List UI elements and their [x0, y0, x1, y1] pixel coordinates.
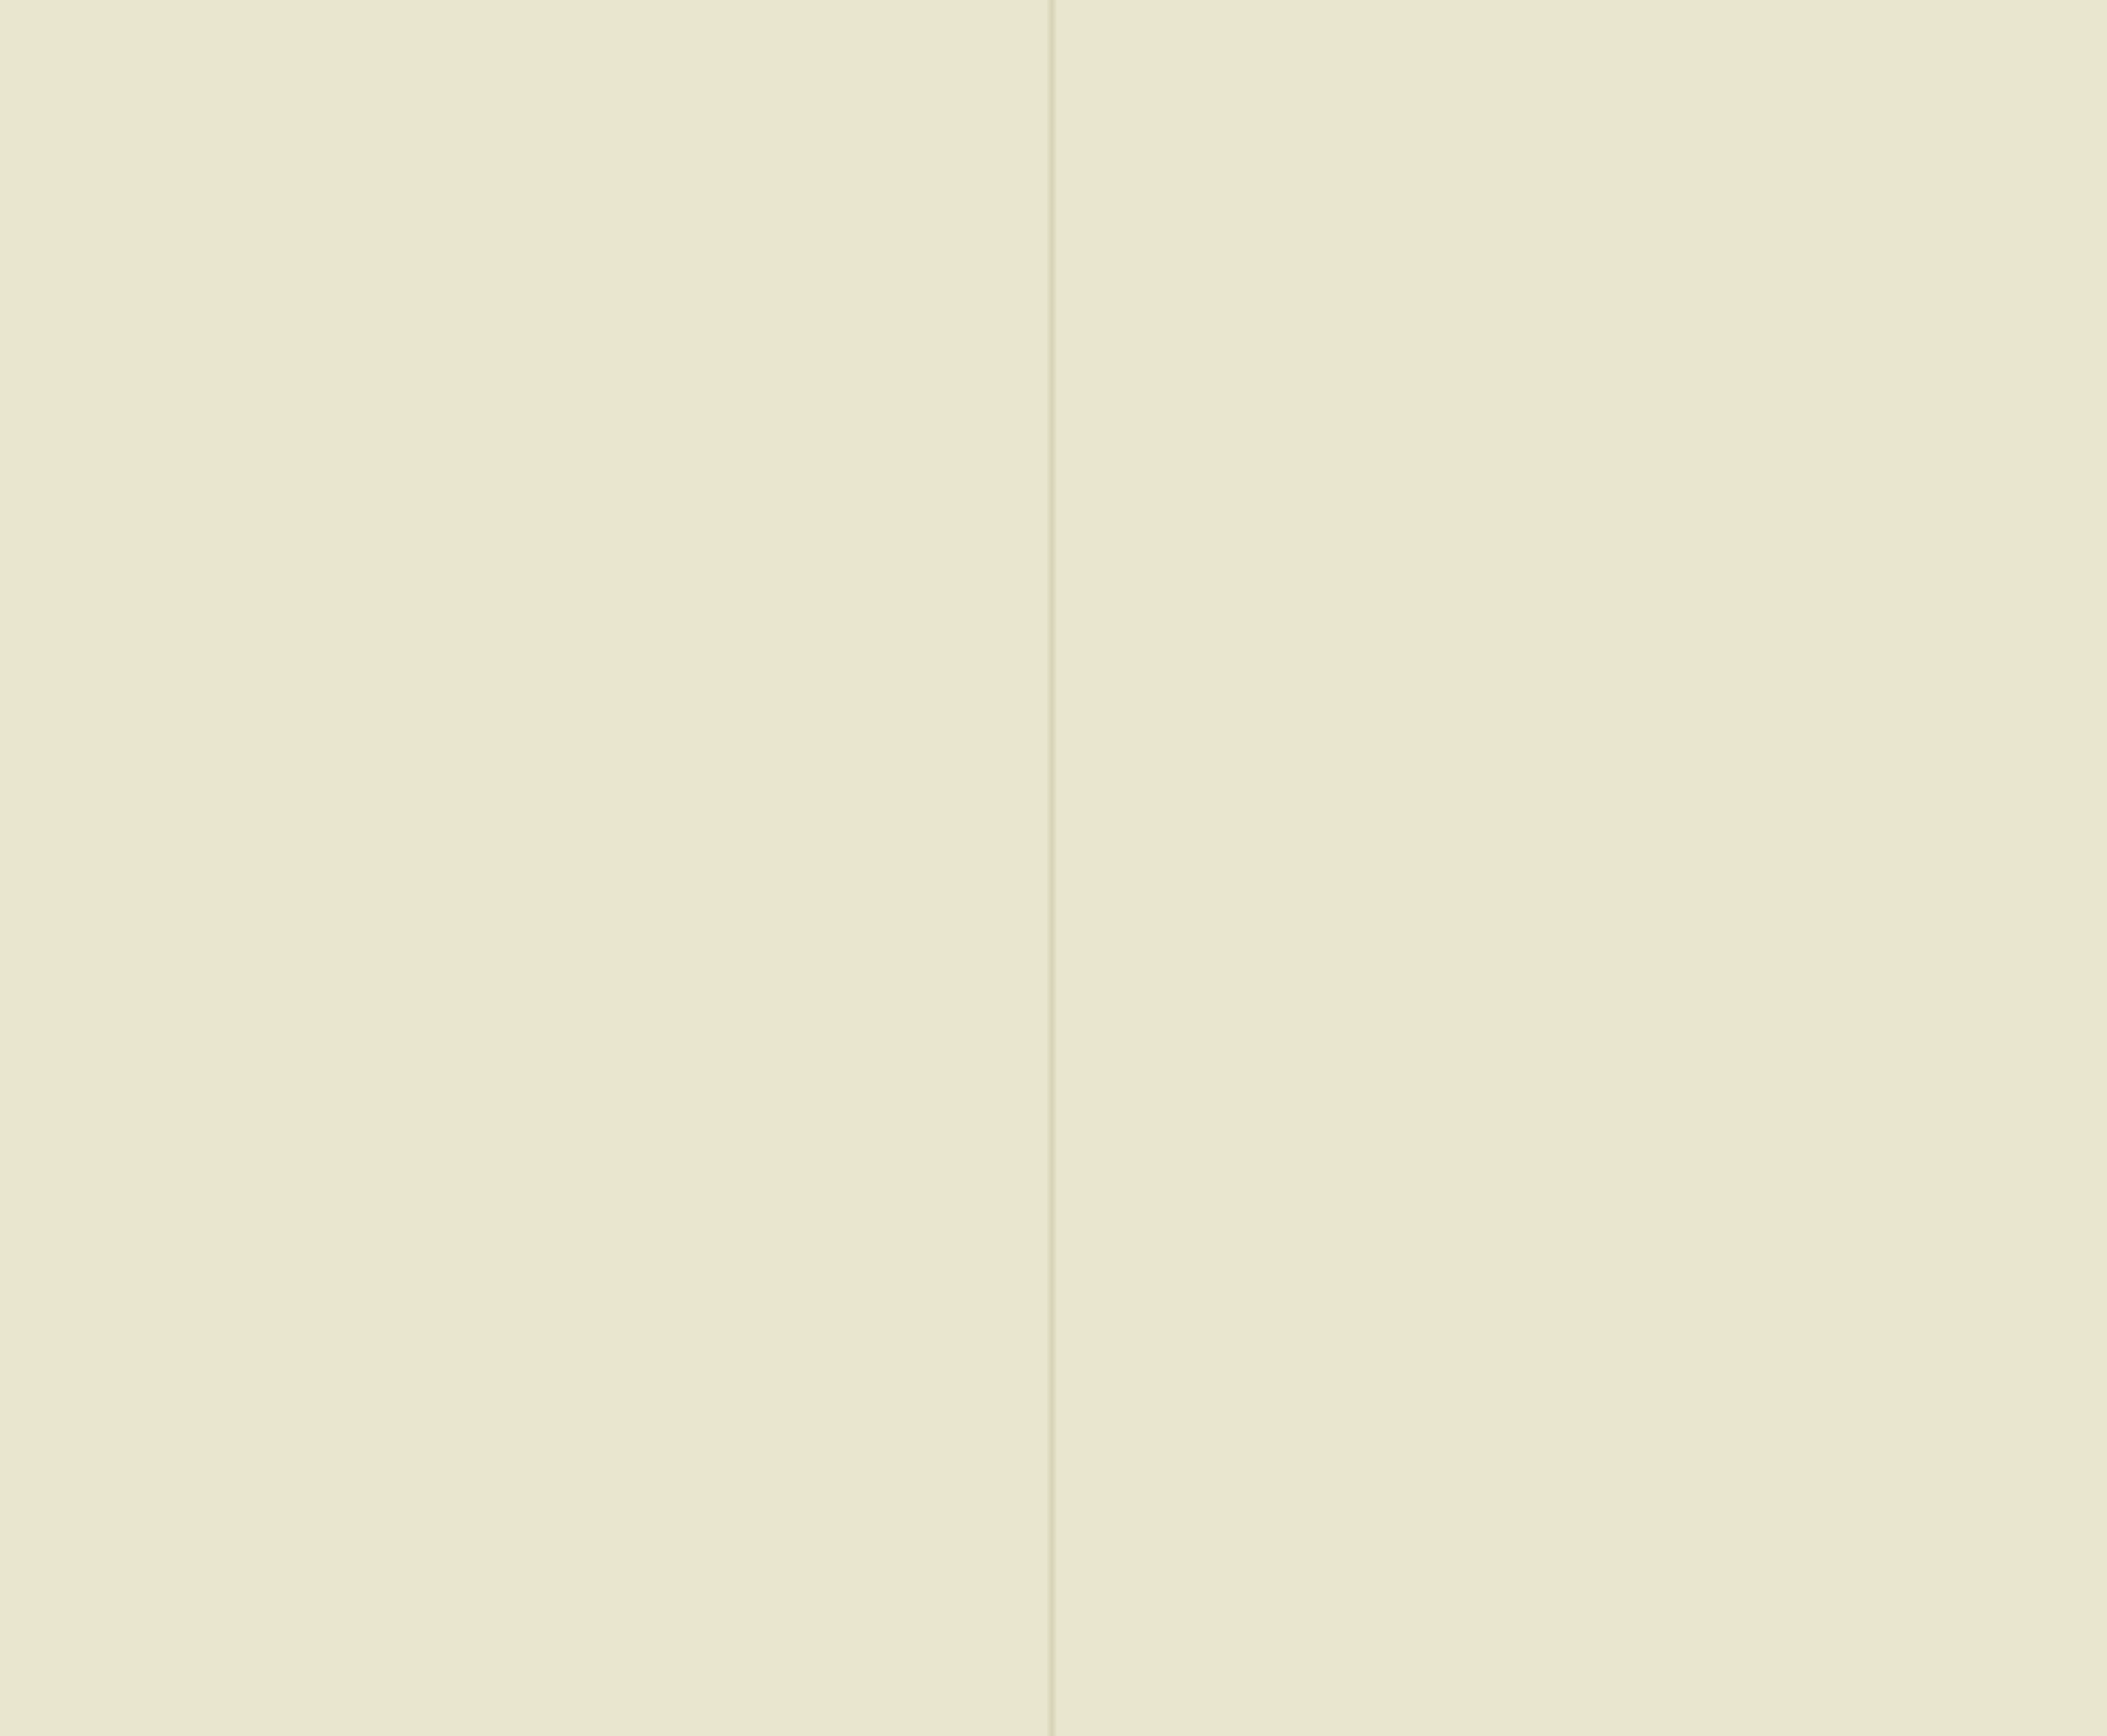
header-name — [83, 151, 374, 317]
header-absence — [1174, 166, 1274, 305]
header-relation — [433, 166, 550, 305]
page-fold — [1047, 0, 1057, 1736]
header-estate — [652, 173, 751, 298]
header-secondary-occupation — [1789, 229, 2014, 263]
header-religion — [1278, 173, 1341, 298]
header-occupation-title — [1566, 151, 2014, 181]
header-military-status — [1789, 276, 2014, 310]
header-literacy-a-label — [1407, 187, 1451, 212]
header-age — [554, 166, 604, 305]
header-can-read — [1407, 222, 1451, 312]
header-literacy-title — [1407, 151, 1563, 181]
header-education — [1454, 215, 1562, 319]
header-marital — [607, 166, 647, 305]
header-sex — [382, 180, 427, 291]
header-language — [1345, 187, 1403, 284]
header-main-occupation — [1572, 222, 1779, 312]
header-residence — [1066, 156, 1170, 308]
header-birthplace — [756, 166, 879, 305]
header-occupation-b-label — [1786, 187, 2014, 212]
header-occupation-a-label — [1566, 187, 1784, 212]
header-literacy-b-label — [1453, 187, 1563, 212]
header-registered — [885, 166, 1021, 305]
